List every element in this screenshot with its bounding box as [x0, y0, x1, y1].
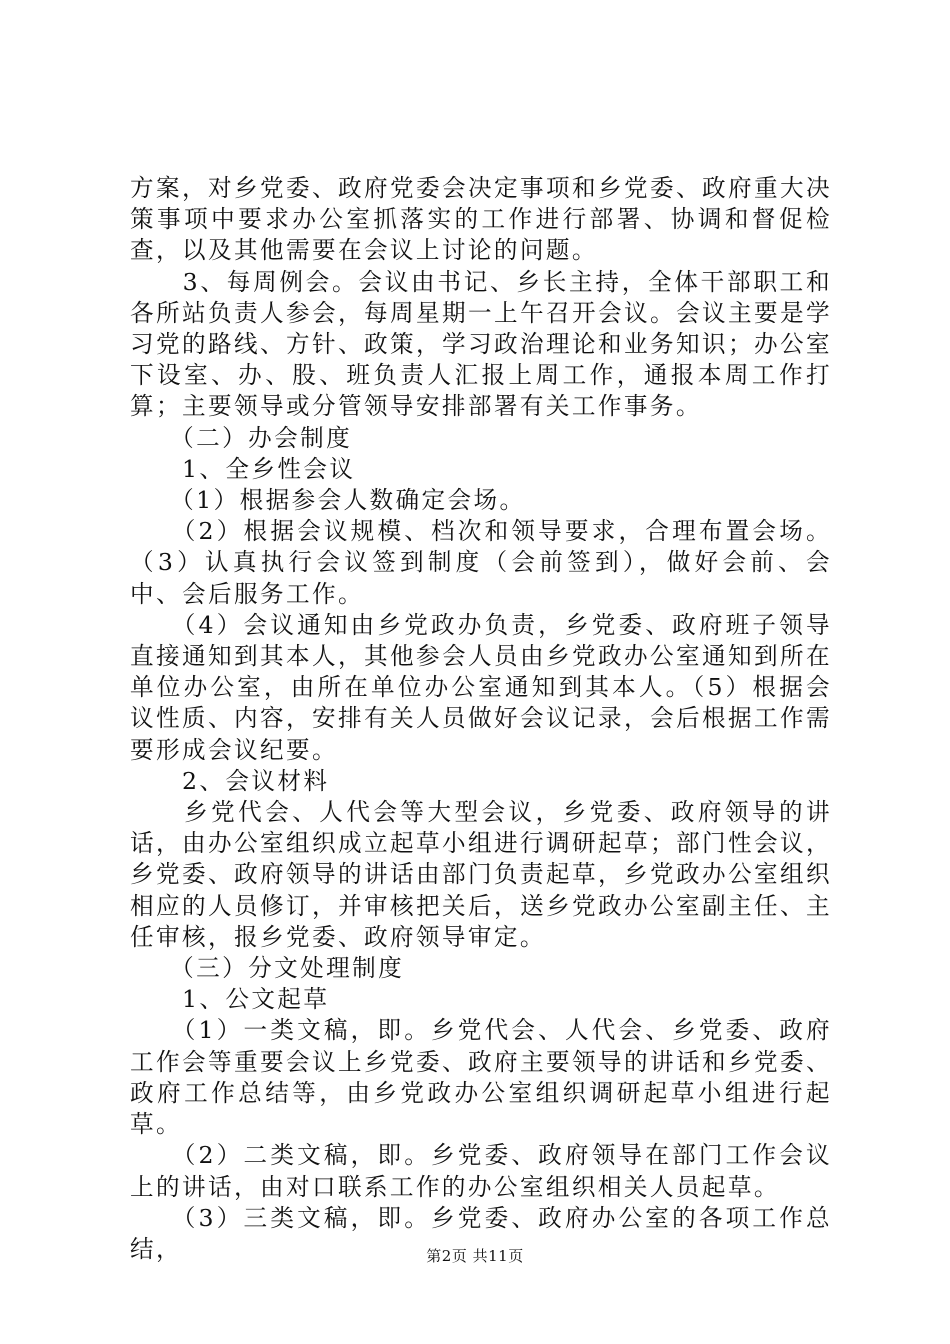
- document-body: [130, 173, 832, 1265]
- paragraph: （1）根据参会人数确定会场。: [130, 486, 526, 515]
- paragraph: （2）二类文稿，即。乡党委、政府领导在部门工作会议上的讲话，由对口联系工作的办公室组织相关人员起草。: [130, 1141, 832, 1201]
- subsection-heading: 1、全乡性会议: [130, 454, 356, 483]
- paragraph: （3）三类文稿，即。乡党委、政府办公室的各项工作总结，: [130, 1203, 832, 1263]
- paragraph: 3、每周例会。会议由书记、乡长主持，全体干部职工和各所站负责人参会，每周星期一上午召开会议。会议主要是学习党的路线、方针、政策，学习政治理论和业务知识；办公室下设室、办、股、班负责人汇报上周工作，通报本周工作打算；主要领导或分管领导安排部署有关工作事务。: [130, 267, 832, 421]
- subsection-heading: 1、公文起草: [130, 985, 330, 1014]
- paragraph: （4）会议通知由乡党政办负责，乡党委、政府班子领导直接通知到其本人，其他参会人员由乡党政办公室通知到所在单位办公室，由所在单位办公室通知到其本人。（5）根据会议性质、内容，安排有关人员做好会议记录，会后根据工作需要形成会议纪要。: [130, 610, 832, 764]
- paragraph: 乡党代会、人代会等大型会议，乡党委、政府领导的讲话，由办公室组织成立起草小组进行调研起草；部门性会议，乡党委、政府领导的讲话由部门负责起草，乡党政办公室组织相应的人员修订，并审核把关后，送乡党政办公室副主任、主任审核，报乡党委、政府领导审定。: [130, 798, 832, 951]
- page-number-footer: 第2页 共11页: [426, 1247, 524, 1265]
- paragraph: （1）一类文稿，即。乡党代会、人代会、乡党委、政府工作会等重要会议上乡党委、政府主要领导的讲话和乡党委、政府工作总结等，由乡党政办公室组织调研起草小组进行起草。: [130, 1016, 832, 1139]
- section-heading: （二）办会制度: [130, 423, 353, 452]
- subsection-heading: 2、会议材料: [130, 766, 330, 795]
- section-heading: （三）分文处理制度: [130, 954, 405, 983]
- paragraph: 方案，对乡党委、政府党委会决定事项和乡党委、政府重大决策事项中要求办公室抓落实的工作进行部署、协调和督促检查，以及其他需要在会议上讨论的问题。: [130, 174, 832, 265]
- paragraph: （2）根据会议规模、档次和领导要求，合理布置会场。（3）认真执行会议签到制度（会前签到），做好会前、会中、会后服务工作。: [130, 517, 832, 608]
